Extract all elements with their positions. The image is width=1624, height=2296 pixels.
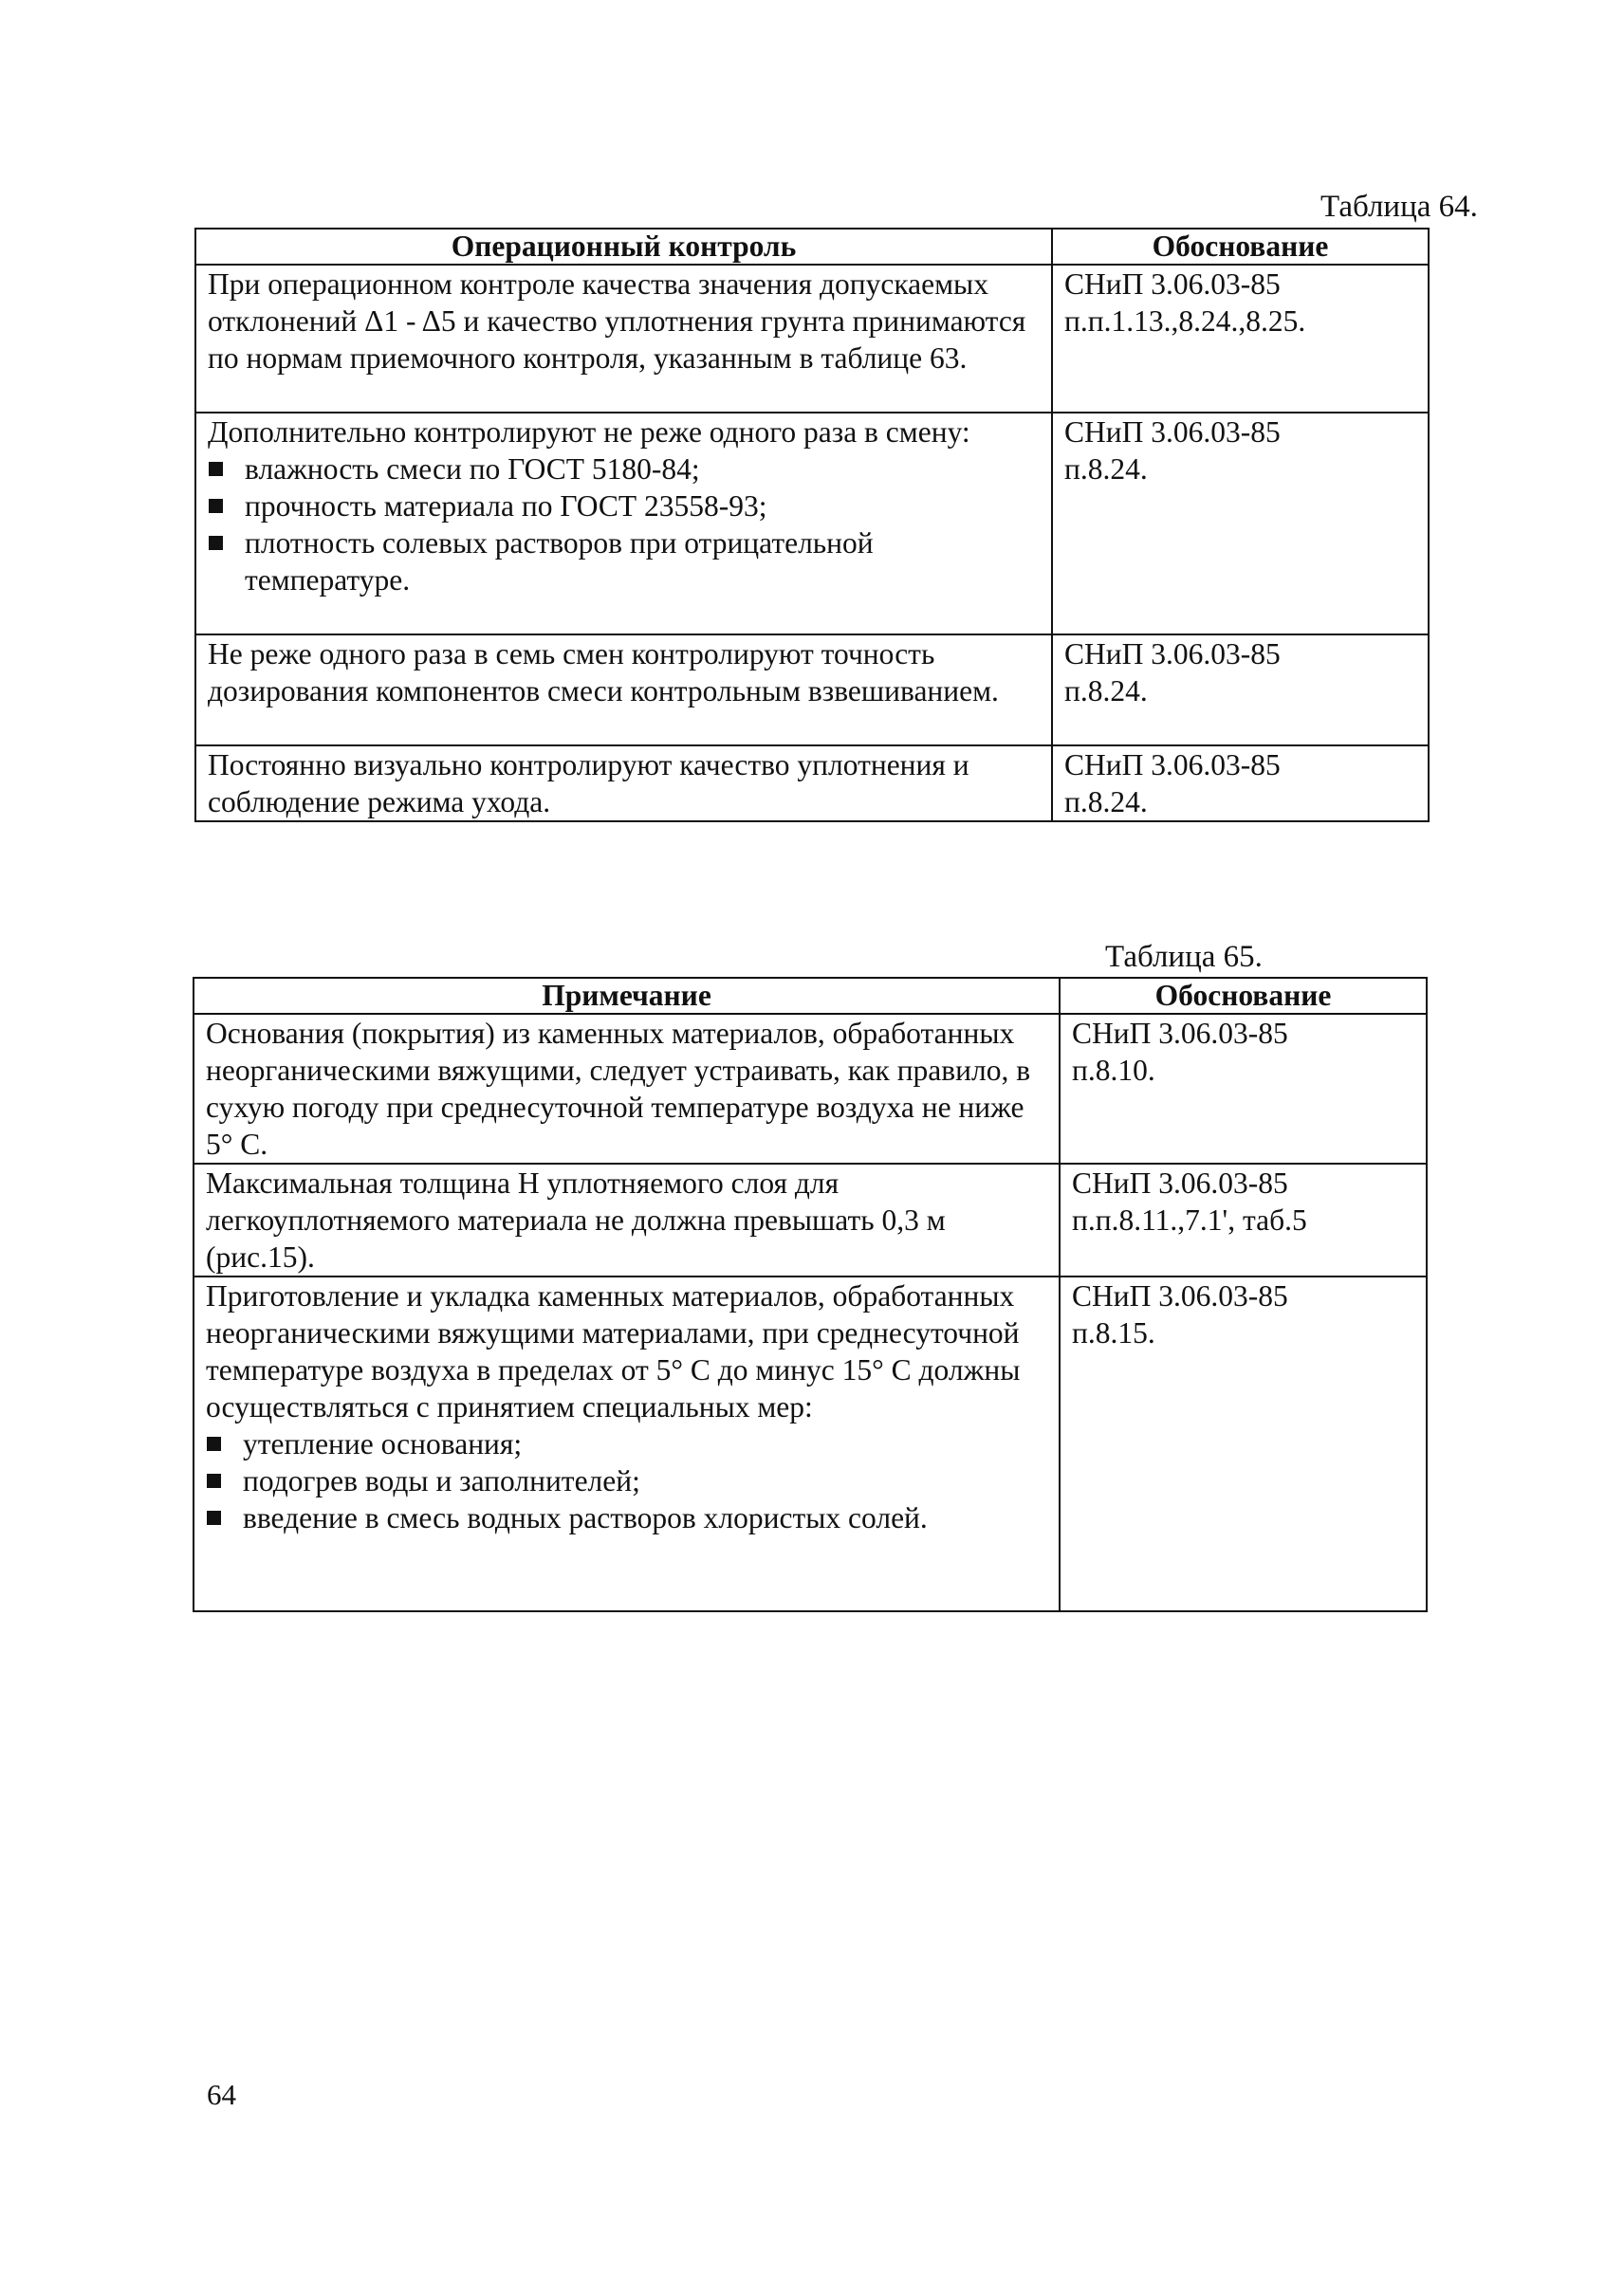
list-item-text: введение в смесь водных растворов хлористых солей. bbox=[243, 1501, 928, 1534]
list-item bbox=[208, 487, 1042, 524]
basis-cell bbox=[1052, 413, 1429, 634]
table-header-row bbox=[195, 229, 1429, 265]
square-bullet-icon bbox=[209, 499, 223, 513]
table-row bbox=[194, 1164, 1427, 1277]
column-header-basis: Обоснование bbox=[1060, 978, 1427, 1014]
list-item bbox=[206, 1462, 1049, 1499]
basis-clause: п.8.15. bbox=[1072, 1316, 1155, 1350]
table-64 bbox=[194, 228, 1430, 822]
row-text: Постоянно визуально контролируют качество уплотнения и соблюдение режима ухода. bbox=[208, 748, 969, 818]
column-header-note: Примечание bbox=[194, 978, 1060, 1014]
list-item-text: утепление основания; bbox=[243, 1427, 523, 1460]
list-item bbox=[206, 1425, 1049, 1462]
basis-cell bbox=[1052, 745, 1429, 821]
table-row bbox=[195, 265, 1429, 413]
square-bullet-icon bbox=[209, 462, 223, 476]
bullet-list bbox=[208, 450, 1042, 598]
basis-clause: п.8.24. bbox=[1064, 452, 1148, 486]
row-text: Основания (покрытия) из каменных материалов, обработанных неорганическими вяжущими, следует устраивать, как правило, в сухую погоду при среднесуточной температуре воздуха не ниже 5° С. bbox=[206, 1017, 1031, 1161]
list-item bbox=[208, 524, 1042, 598]
row-text-cell bbox=[194, 1164, 1060, 1277]
table-row bbox=[195, 745, 1429, 821]
table-64-caption: Таблица 64. bbox=[1320, 190, 1478, 224]
list-item-text: плотность солевых растворов при отрицательной температуре. bbox=[245, 526, 874, 597]
basis-standard: СНиП 3.06.03-85 bbox=[1064, 748, 1281, 781]
basis-clause: п.п.8.11.,7.1', таб.5 bbox=[1072, 1203, 1307, 1237]
basis-standard: СНиП 3.06.03-85 bbox=[1072, 1166, 1288, 1200]
basis-cell bbox=[1060, 1277, 1427, 1611]
table-65-caption: Таблица 65. bbox=[1105, 940, 1263, 974]
table-65 bbox=[193, 977, 1428, 1612]
row-text: Дополнительно контролируют не реже одного раза в смену: bbox=[208, 415, 970, 449]
basis-cell bbox=[1060, 1014, 1427, 1164]
row-text-cell bbox=[195, 745, 1052, 821]
row-text-cell bbox=[195, 413, 1052, 634]
basis-standard: СНиП 3.06.03-85 bbox=[1072, 1279, 1288, 1313]
basis-standard: СНиП 3.06.03-85 bbox=[1064, 637, 1281, 670]
row-text-cell bbox=[195, 634, 1052, 745]
list-item-text: подогрев воды и заполнителей; bbox=[243, 1464, 640, 1497]
basis-clause: п.8.24. bbox=[1064, 674, 1148, 707]
row-text: Максимальная толщина Н уплотняемого слоя для легкоуплотняемого материала не должна превышать 0,3 м (рис.15). bbox=[206, 1166, 946, 1274]
row-text-cell bbox=[195, 265, 1052, 413]
basis-cell bbox=[1052, 634, 1429, 745]
column-header-operational-control: Операционный контроль bbox=[195, 229, 1052, 265]
table-row bbox=[195, 634, 1429, 745]
row-text: Приготовление и укладка каменных материалов, обработанных неорганическими вяжущими материалами, при среднесуточной температуре воздуха в пределах от 5° С до минус 15° С должны осуществляться с принятием специальных мер: bbox=[206, 1279, 1021, 1424]
table-row bbox=[194, 1014, 1427, 1164]
list-item-text: прочность материала по ГОСТ 23558-93; bbox=[245, 489, 767, 523]
basis-cell bbox=[1052, 265, 1429, 413]
basis-standard: СНиП 3.06.03-85 bbox=[1064, 415, 1281, 449]
row-text: При операционном контроле качества значения допускаемых отклонений Δ1 - Δ5 и качество уплотнения грунта принимаются по нормам приемочного контроля, указанным в таблице 63. bbox=[208, 267, 1026, 375]
column-header-basis: Обоснование bbox=[1052, 229, 1429, 265]
basis-clause: п.8.10. bbox=[1072, 1054, 1155, 1087]
list-item bbox=[208, 450, 1042, 487]
basis-standard: СНиП 3.06.03-85 bbox=[1072, 1017, 1288, 1050]
row-text-cell bbox=[194, 1014, 1060, 1164]
page-number: 64 bbox=[207, 2078, 236, 2111]
row-text-cell bbox=[194, 1277, 1060, 1611]
table-row bbox=[194, 1277, 1427, 1611]
list-item-text: влажность смеси по ГОСТ 5180-84; bbox=[245, 452, 700, 486]
table-row bbox=[195, 413, 1429, 634]
row-text: Не реже одного раза в семь смен контролируют точность дозирования компонентов смеси контрольным взвешиванием. bbox=[208, 637, 999, 707]
square-bullet-icon bbox=[207, 1437, 221, 1451]
square-bullet-icon bbox=[207, 1474, 221, 1488]
basis-cell bbox=[1060, 1164, 1427, 1277]
square-bullet-icon bbox=[209, 536, 223, 550]
list-item bbox=[206, 1499, 1049, 1536]
bullet-list bbox=[206, 1425, 1049, 1536]
basis-standard: СНиП 3.06.03-85 bbox=[1064, 267, 1281, 301]
square-bullet-icon bbox=[207, 1511, 221, 1525]
table-header-row bbox=[194, 978, 1427, 1014]
basis-clause: п.8.24. bbox=[1064, 785, 1148, 818]
basis-clause: п.п.1.13.,8.24.,8.25. bbox=[1064, 304, 1306, 338]
